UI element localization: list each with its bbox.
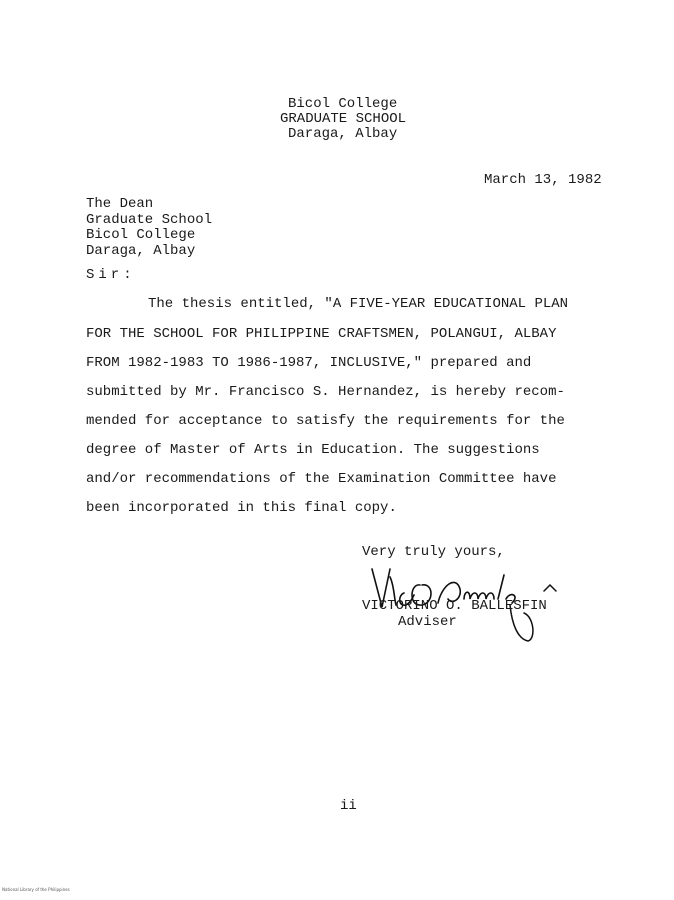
recipient-line-4: Daraga, Albay: [86, 242, 196, 259]
body-line: FOR THE SCHOOL FOR PHILIPPINE CRAFTSMEN, POLANGUI, ALBAY: [86, 326, 557, 342]
recipient-line-2: Graduate School: [86, 211, 213, 228]
letterhead: [280, 97, 406, 142]
body-line: mended for acceptance to satisfy the requirements for the: [86, 413, 565, 429]
letterhead-institution: Bicol College: [288, 96, 398, 112]
recipient-line-1: The Dean: [86, 196, 154, 212]
body-line: and/or recommendations of the Examination Committee have: [86, 471, 557, 487]
body-line: submitted by Mr. Francisco S. Hernandez, is hereby recom-: [86, 384, 565, 400]
page-number: ii: [340, 798, 357, 814]
letterhead-location: Daraga, Albay: [288, 126, 398, 142]
body-line: been incorporated in this final copy.: [86, 500, 397, 516]
footer-text: National Library of the Philippines: [2, 887, 70, 892]
letter-date: March 13, 1982: [484, 172, 602, 188]
body-line: degree of Master of Arts in Education. The suggestions: [86, 442, 540, 458]
recipient-address: [86, 197, 212, 259]
letterhead-department: GRADUATE SCHOOL: [280, 111, 407, 127]
signatory-title: Adviser: [398, 614, 457, 630]
signatory-name: VICTORINO O. BALLESFIN: [362, 598, 547, 614]
body-line: The thesis entitled, "A FIVE-YEAR EDUCATIONAL PLAN: [148, 296, 569, 312]
closing: Very truly yours,: [362, 544, 505, 560]
recipient-line-3: Bicol College: [86, 227, 196, 243]
body-line: FROM 1982-1983 TO 1986-1987, INCLUSIVE," prepared and: [86, 355, 532, 371]
salutation: Sir:: [86, 267, 136, 283]
